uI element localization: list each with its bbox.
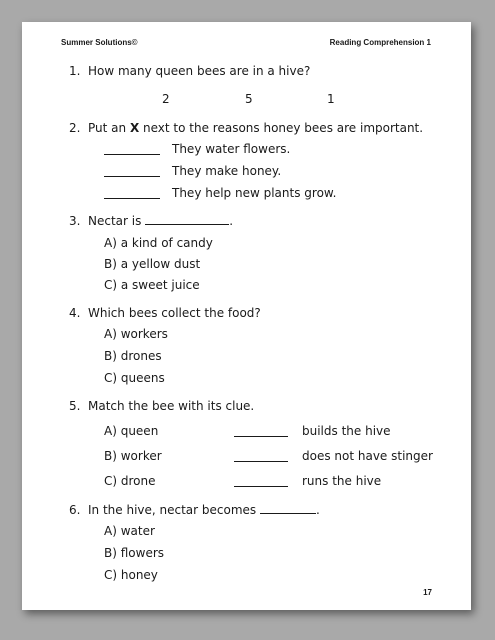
q2-text-bold: X xyxy=(129,121,140,135)
q5-number: 5. xyxy=(69,399,81,413)
q6-number: 6. xyxy=(69,503,81,517)
q1-choice-3: 1 xyxy=(327,92,335,106)
q5-blank-3[interactable] xyxy=(234,486,288,487)
q6-blank[interactable] xyxy=(260,503,316,514)
q1-choice-1: 2 xyxy=(162,92,170,106)
q3-blank[interactable] xyxy=(145,214,229,225)
q5-left-a: A) queen xyxy=(104,424,159,438)
q4-option-c: C) queens xyxy=(104,371,165,385)
q2-text-b: next to the reasons honey bees are important. xyxy=(139,121,424,135)
q4-option-a: A) workers xyxy=(104,327,168,341)
q2-text xyxy=(88,121,423,135)
q3-option-c: C) a sweet juice xyxy=(104,278,200,292)
q5-blank-2[interactable] xyxy=(234,461,288,462)
q4-number: 4. xyxy=(69,306,81,320)
q3-text xyxy=(88,214,233,228)
q2-item-1: They water flowers. xyxy=(172,142,291,156)
q2-number: 2. xyxy=(69,121,81,135)
q5-left-c: C) drone xyxy=(104,474,156,488)
q5-left-b: B) worker xyxy=(104,449,162,463)
worksheet-page xyxy=(22,22,471,610)
q6-stem: In the hive, nectar becomes xyxy=(88,503,257,517)
q3-option-b: B) a yellow dust xyxy=(104,257,201,271)
q1-text: How many queen bees are in a hive? xyxy=(88,64,311,78)
q2-text-a: Put an xyxy=(88,121,130,135)
q2-item-2: They make honey. xyxy=(172,164,282,178)
q6-period: . xyxy=(316,503,320,517)
q2-blank-1[interactable] xyxy=(104,154,160,155)
q1-choice-2: 5 xyxy=(245,92,253,106)
q5-text: Match the bee with its clue. xyxy=(88,399,255,413)
q1-number: 1. xyxy=(69,64,81,78)
q6-option-b: B) flowers xyxy=(104,546,165,560)
q5-blank-1[interactable] xyxy=(234,436,288,437)
q2-blank-2[interactable] xyxy=(104,176,160,177)
q4-option-b: B) drones xyxy=(104,349,162,363)
q3-number: 3. xyxy=(69,214,81,228)
q4-text: Which bees collect the food? xyxy=(88,306,261,320)
q2-blank-3[interactable] xyxy=(104,198,160,199)
q2-item-3: They help new plants grow. xyxy=(172,186,337,200)
q6-text xyxy=(88,503,320,517)
header-right: Reading Comprehension 1 xyxy=(329,38,431,47)
q3-option-a: A) a kind of candy xyxy=(104,236,213,250)
q5-right-3: runs the hive xyxy=(302,474,382,488)
q5-right-2: does not have stinger xyxy=(302,449,433,463)
q6-option-c: C) honey xyxy=(104,568,158,582)
page-number: 17 xyxy=(423,588,432,597)
q3-stem: Nectar is xyxy=(88,214,142,228)
q6-option-a: A) water xyxy=(104,524,155,538)
q3-period: . xyxy=(229,214,234,228)
header-left: Summer Solutions© xyxy=(61,38,138,47)
q5-right-1: builds the hive xyxy=(302,424,391,438)
